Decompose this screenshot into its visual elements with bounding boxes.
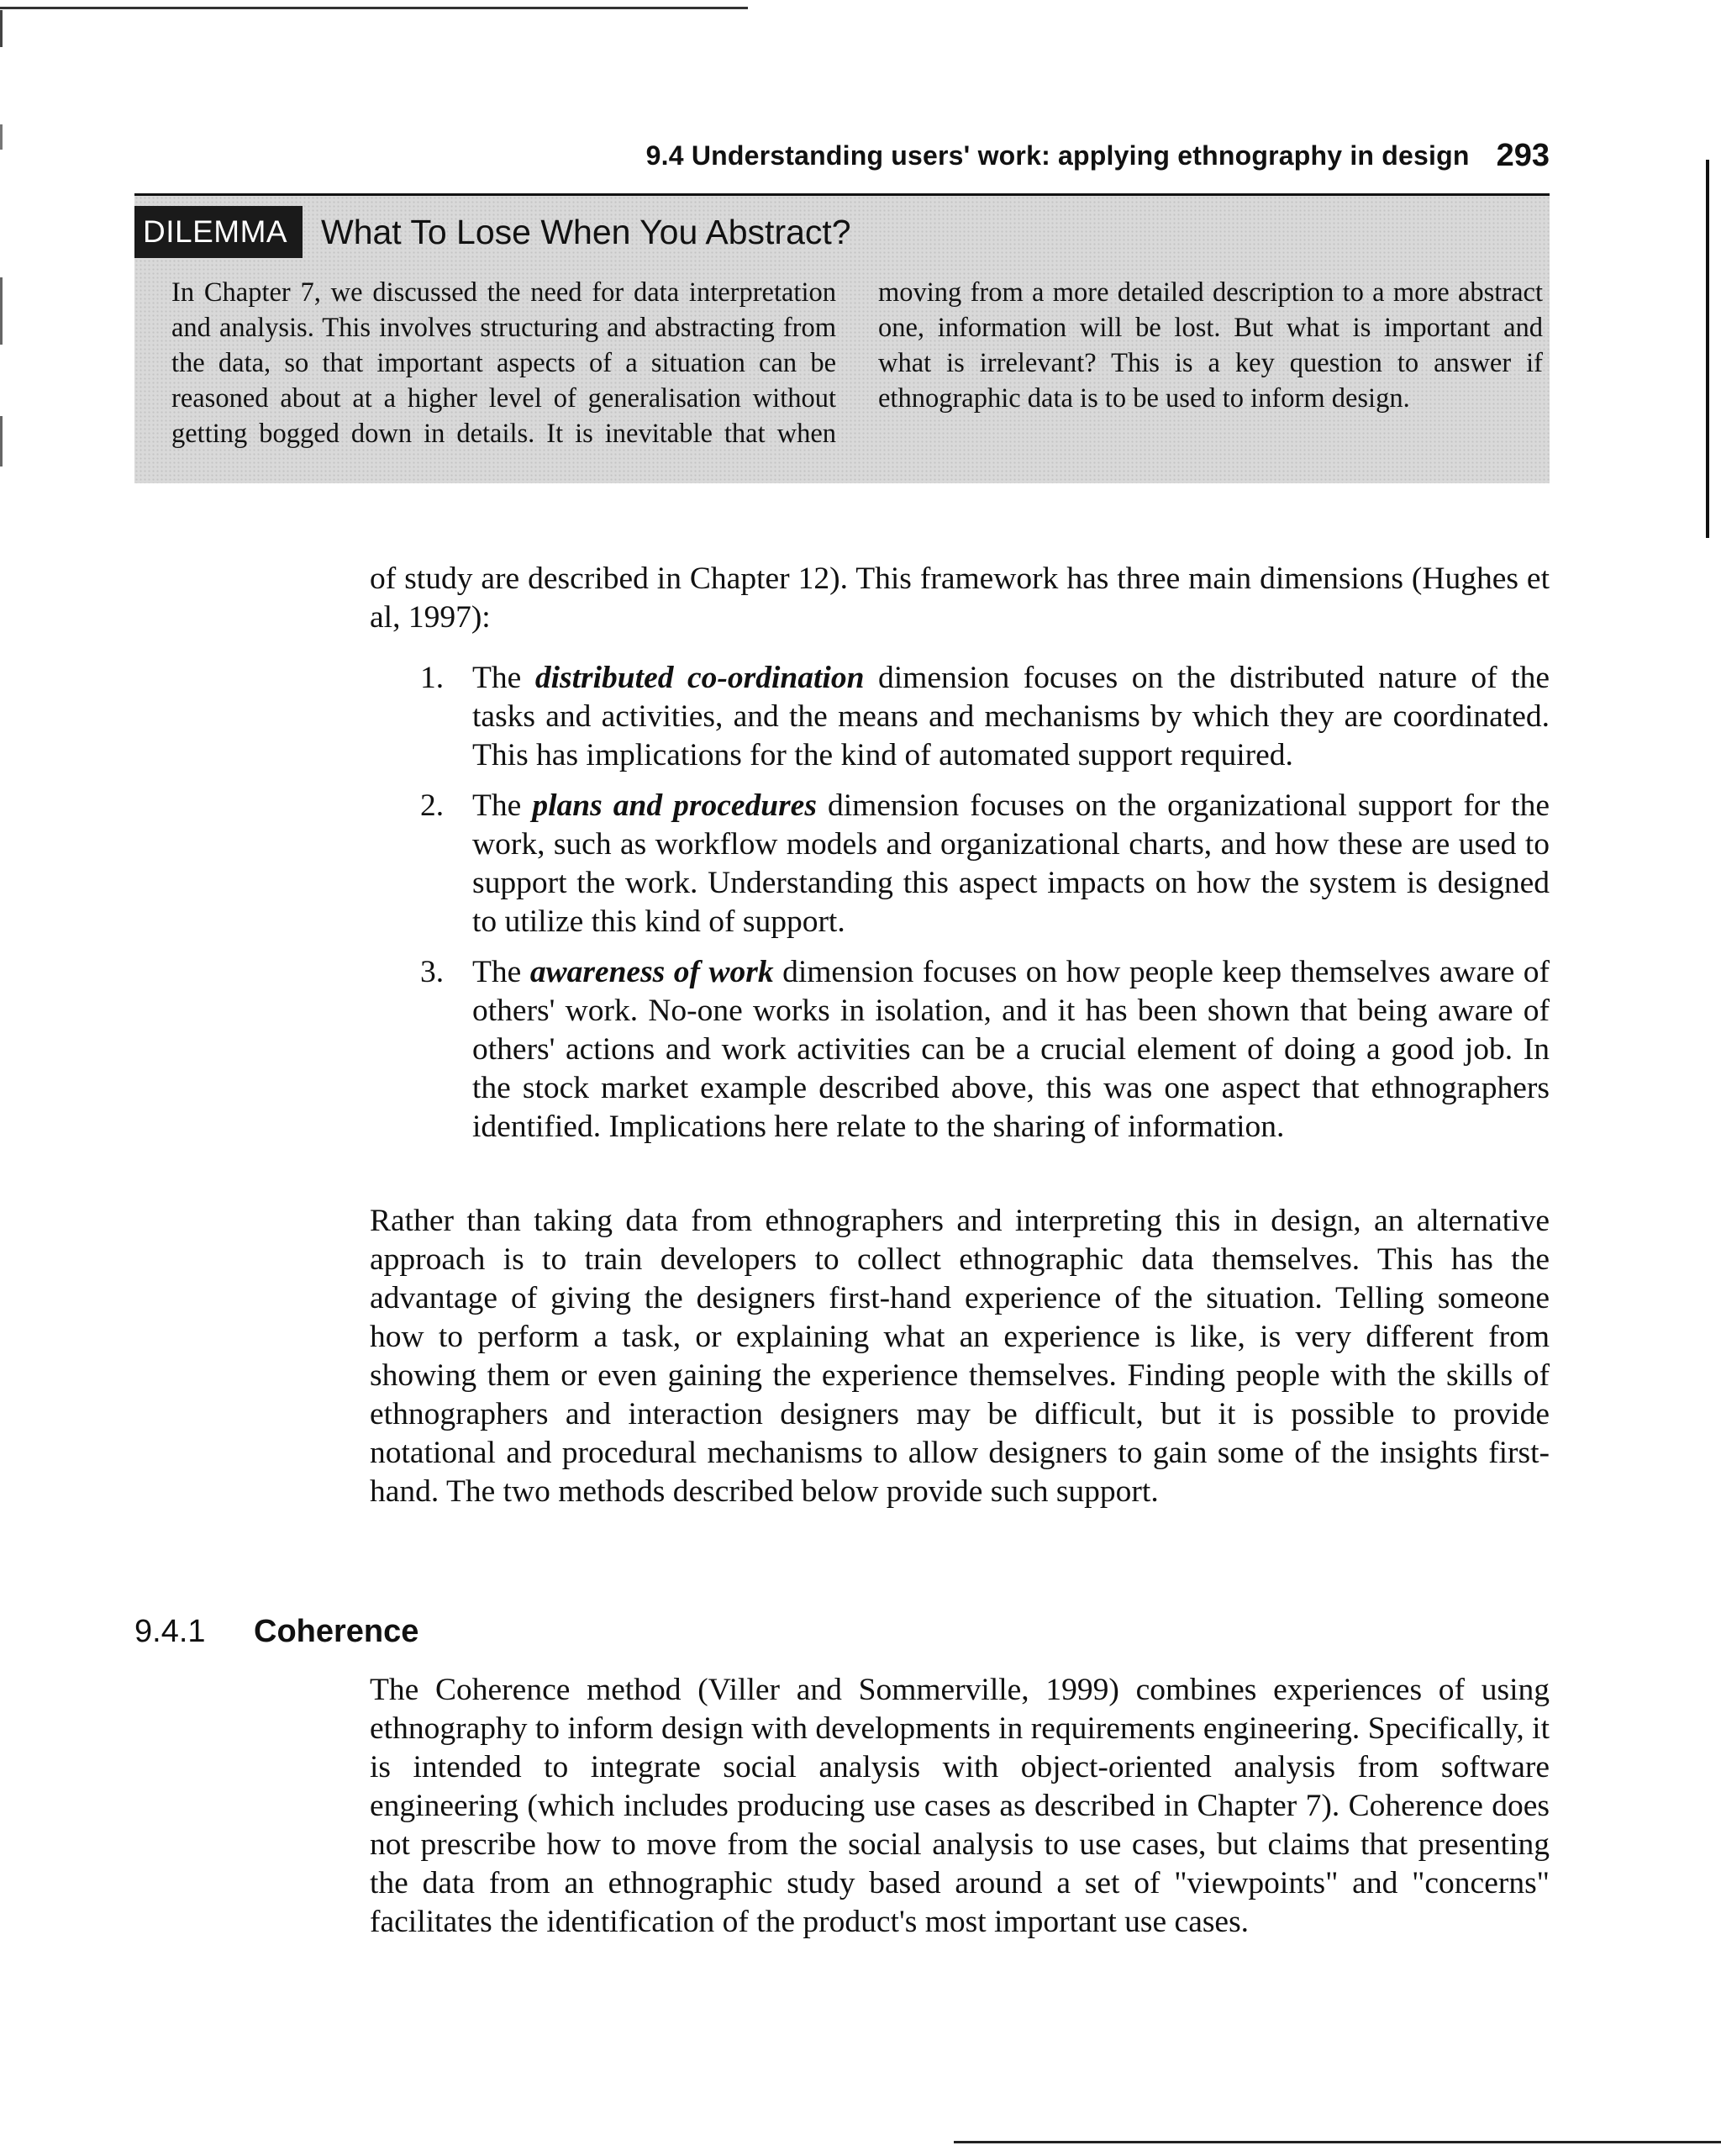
scan-edge-rule-bottom <box>954 2141 1721 2143</box>
list-item-term: awareness of work <box>529 955 774 989</box>
list-item-text: dimension focuses on the distributed nature of the tasks and activities, and the means and mechanisms by which they are coordinated. This has implications for the kind of automated support required. <box>472 661 1550 772</box>
intro-paragraph <box>370 560 1550 637</box>
section-number: 9.4.1 <box>134 1614 206 1649</box>
page-number: 293 <box>1496 137 1550 173</box>
dilemma-tag: DILEMMA <box>134 206 303 258</box>
list-item-lead: The <box>472 955 530 989</box>
section-title: Coherence <box>254 1614 419 1649</box>
dilemma-box <box>134 196 1550 483</box>
dilemma-text: In Chapter 7, we discussed the need for data interpretation and analysis. This involves structuring and abstracting from the data, so that important aspects of a situation can be reasoned about at a higher level of generalisation without getting bogged down in details. It is inevitable that when moving from a more detailed description to a more abstract one, information will be lost. But what is important and what is irrelevant? This is a key question to answer if ethnographic data is to be used to inform design. <box>171 277 1543 449</box>
dilemma-title: What To Lose When You Abstract? <box>321 213 851 251</box>
list-item-lead: The <box>472 788 533 823</box>
list-item-number: 3. <box>420 955 445 989</box>
body-paragraph <box>370 1202 1550 1511</box>
running-header <box>134 118 1550 196</box>
list-item <box>420 787 1550 941</box>
running-header-title: 9.4 Understanding users' work: applying ethnography in design <box>645 140 1470 171</box>
list-item <box>420 953 1550 1147</box>
scan-edge-rule-top <box>0 7 748 9</box>
list-item-term: plans and procedures <box>532 788 817 823</box>
section-paragraph <box>370 1671 1550 1942</box>
scan-edge-mark <box>0 10 3 47</box>
list-item <box>420 659 1550 775</box>
list-item-number: 1. <box>420 661 445 695</box>
intro-text: of study are described in Chapter 12). This framework has three main dimensions (Hughes et al, 1997): <box>370 561 1550 635</box>
body-paragraph-text: Rather than taking data from ethnographers and interpreting this in design, an alternative approach is to train developers to collect ethnographic data themselves. This has the advantage of giving the designers first-hand experience of the situation. Telling someone how to perform a task, or explaining what an experience is like, is very different from showing them or even gaining the experience themselves. Finding people with the skills of ethnographers and interaction designers may be difficult, but it is possible to provide notational and procedural mechanisms to allow designers to gain some of the insights first-hand. The two methods described below provide such support. <box>370 1204 1550 1509</box>
section-paragraph-text: The Coherence method (Viller and Sommerville, 1999) combines experiences of using ethnography to inform design with developments in requirements engineering. Specifically, it is intended to integrate social analysis with object-oriented analysis from software engineering (which includes producing use cases as described in Chapter 7). Coherence does not prescribe how to move from the social analysis to use cases, but claims that presenting the data from an ethnographic study based around a set of "viewpoints" and "concerns" facilitates the identification of the product's most important use cases. <box>370 1673 1550 1939</box>
dimensions-list <box>420 659 1550 1158</box>
list-item-number: 2. <box>420 788 445 823</box>
scan-edge-mark <box>0 277 3 345</box>
scan-edge-mark <box>0 416 3 467</box>
list-item-text: dimension focuses on how people keep themselves aware of others' work. No-one works in isolation, and it has been shown that being aware of others' actions and work activities can be a crucial element of doing a good job. In the stock market example described above, this was one aspect that ethnographers identified. Implications here relate to the sharing of information. <box>472 955 1550 1144</box>
list-item-term: distributed co-ordination <box>534 661 865 695</box>
list-item-text: dimension focuses on the organizational support for the work, such as workflow models and organizational charts, and how these are used to support the work. Understanding this aspect impacts on how the system is designed to utilize this kind of support. <box>472 788 1550 939</box>
scan-edge-rule-right <box>1706 160 1709 538</box>
list-item-lead: The <box>472 661 535 695</box>
scan-edge-mark <box>0 124 3 150</box>
